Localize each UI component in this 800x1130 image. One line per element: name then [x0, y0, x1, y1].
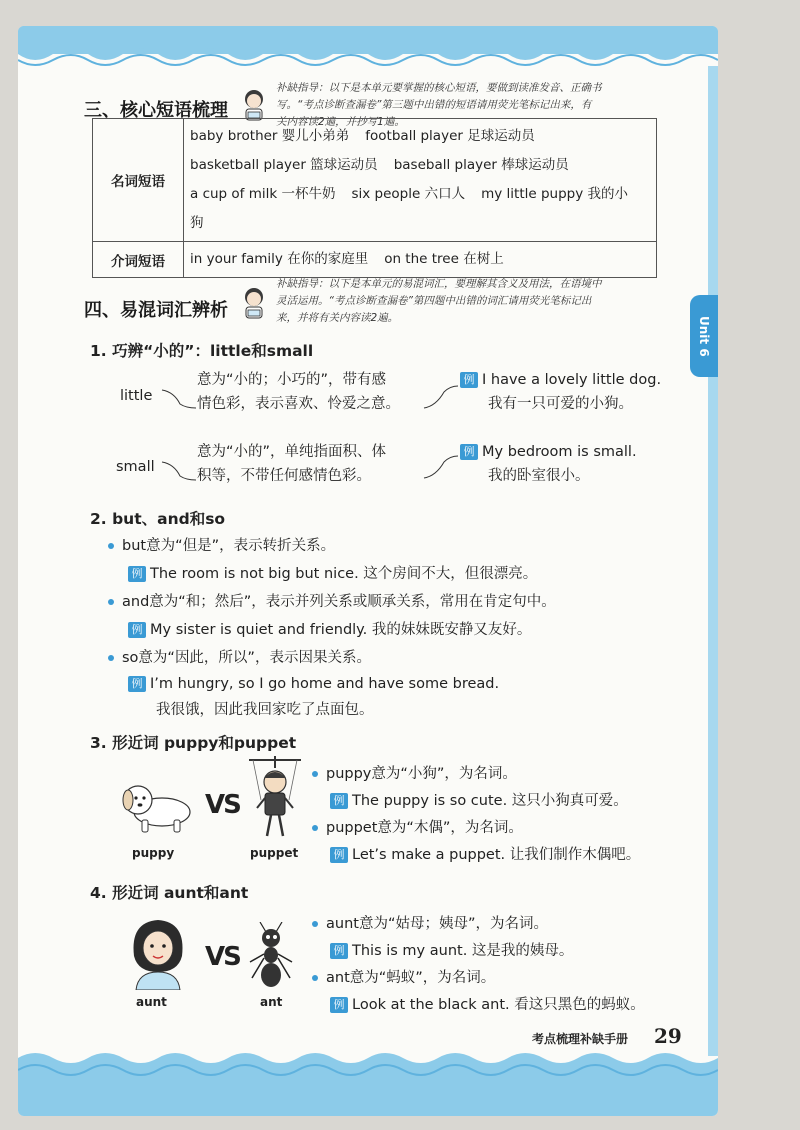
brace-icon — [422, 380, 460, 414]
puppet-illustration — [243, 756, 307, 844]
noun-phrases-cell: baby brother 婴儿小弟弟 football player 足球运动员 basketball player 篮球运动员 baseball player 棒球运动员 a cup of milk 一杯牛奶 six people 六口人 my little puppy 我的小狗 — [184, 119, 657, 242]
brace-icon — [160, 380, 198, 414]
brace-icon — [160, 452, 198, 486]
but-explanation: but意为“但是”，表示转折关系。 — [108, 534, 335, 558]
bottom-wave-border — [18, 1046, 718, 1116]
small-meaning: 意为“小的”，单纯指面积、体 积等，不带任何感情色彩。 — [197, 444, 387, 484]
right-edge-decoration — [708, 66, 718, 1056]
and-example: 例 My sister is quiet and friendly. 我的妹妹既安静又友好。 — [128, 618, 531, 642]
section3-tip: 补缺指导：以下是本单元要掌握的核心短语，要做到读准发音、正确书 写。“考点诊断查漏卷”第三题中出错的短语请用荧光笔标记出来，有 关内容读2遍，并抄写1遍。 — [276, 82, 602, 128]
ant-explanation: ant意为“蚂蚁”，为名词。 — [312, 966, 495, 990]
so-example: 例 I’m hungry, so I go home and have some bread. 我很饿，因此我回家吃了点面包。 — [128, 672, 499, 722]
small-example: 例 My bedroom is small. 我的卧室很小。 — [460, 440, 637, 488]
item1-heading: 1. 巧辨“小的”：little和small — [90, 342, 314, 360]
unit-side-tab: Unit 6 — [690, 295, 718, 377]
puppy-illustration — [118, 776, 196, 836]
caption-puppy: puppy — [132, 846, 175, 860]
example-mark: 例 — [128, 622, 146, 638]
example-mark: 例 — [330, 847, 348, 863]
category-prep-phrases: 介词短语 — [93, 242, 184, 278]
aunt-example: 例 This is my aunt. 这是我的姨母。 — [330, 939, 573, 963]
item4-heading: 4. 形近词 aunt和ant — [90, 884, 249, 902]
table-row — [93, 242, 657, 278]
item2-heading: 2. but、and和so — [90, 510, 226, 528]
aunt-explanation: aunt意为“姑母；姨母”，为名词。 — [312, 912, 548, 936]
category-noun-phrases: 名词短语 — [93, 119, 184, 242]
brace-icon — [422, 450, 460, 484]
example-mark: 例 — [460, 444, 478, 460]
example-mark: 例 — [330, 943, 348, 959]
and-explanation: and意为“和；然后”，表示并列关系或顺承关系，常用在肯定句中。 — [108, 590, 556, 614]
word-small: small — [116, 459, 155, 475]
section3-title: 三、核心短语梳理 — [84, 100, 228, 121]
footer-book-title: 考点梳理补缺手册 — [532, 1032, 629, 1046]
table-row — [93, 119, 657, 242]
word-little: little — [120, 388, 153, 404]
prep-phrases-cell: in your family 在你的家庭里 on the tree 在树上 — [184, 242, 657, 278]
but-example: 例 The room is not big but nice. 这个房间不大，但很漂亮。 — [128, 562, 537, 586]
girl-reading-icon — [240, 286, 268, 320]
girl-reading-icon — [240, 88, 268, 122]
core-phrases-table — [92, 118, 657, 278]
puppy-example: 例 The puppy is so cute. 这只小狗真可爱。 — [330, 789, 628, 813]
example-mark: 例 — [330, 793, 348, 809]
caption-aunt: aunt — [136, 995, 167, 1009]
example-mark: 例 — [330, 997, 348, 1013]
vs-label: VS — [205, 790, 240, 820]
section4-tip: 补缺指导：以下是本单元的易混词汇，要理解其含义及用法，在语境中 灵活运用。“考点诊断查漏卷”第四题中出错的词汇请用荧光笔标记出 来，并将有关内容读2遍。 — [276, 278, 602, 324]
puppet-example: 例 Let’s make a puppet. 让我们制作木偶吧。 — [330, 843, 640, 867]
example-mark: 例 — [128, 676, 146, 692]
little-meaning: 意为“小的；小巧的”，带有感 情色彩，表示喜欢、怜爱之意。 — [197, 372, 400, 412]
item3-heading: 3. 形近词 puppy和puppet — [90, 734, 297, 752]
ant-example: 例 Look at the black ant. 看这只黑色的蚂蚁。 — [330, 993, 645, 1017]
caption-puppet: puppet — [250, 846, 299, 860]
puppy-explanation: puppy意为“小狗”，为名词。 — [312, 762, 517, 786]
caption-ant: ant — [260, 995, 283, 1009]
vs-label: VS — [205, 942, 240, 972]
example-mark: 例 — [460, 372, 478, 388]
puppet-explanation: puppet意为“木偶”，为名词。 — [312, 816, 523, 840]
page-number: 29 — [654, 1024, 682, 1048]
section4-title: 四、易混词汇辨析 — [84, 300, 228, 321]
aunt-illustration — [126, 916, 190, 990]
so-explanation: so意为“因此，所以”，表示因果关系。 — [108, 646, 371, 670]
example-mark: 例 — [128, 566, 146, 582]
little-example: 例 I have a lovely little dog. 我有一只可爱的小狗。 — [460, 368, 661, 416]
top-wave-border — [18, 26, 718, 76]
ant-illustration — [246, 922, 296, 990]
